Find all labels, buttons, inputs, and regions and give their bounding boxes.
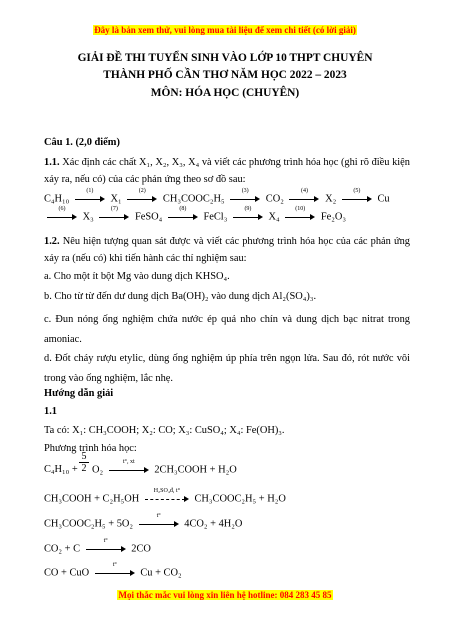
scheme-feso4: FeSO₄ [134, 211, 163, 223]
equation-1-right: 2CH₃COOH + H₂O [154, 464, 237, 476]
experiment-d: d. Đốt cháy rượu etylic, dùng ống nghiệm úp phía trên ngọn lửa. Sau đó, rót nước vôi trong vào ống nghiệm, lắc nhẹ. [44, 353, 410, 384]
scheme-fecl3: FeCl₃ [203, 211, 228, 223]
doc-title-line2: THÀNH PHỐ CẦN THƠ NĂM HỌC 2022 – 2023 [103, 69, 347, 81]
equation-5-left: CO + CuO [44, 567, 90, 579]
scheme-cu: Cu [377, 193, 390, 205]
arrow-4-icon: (4) [289, 193, 319, 205]
equation-5-arrow-icon: t° [95, 567, 135, 579]
equation-2-left: CH₃COOH + C₂H₅OH [44, 493, 140, 505]
equation-5-right: Cu + CO₂ [140, 567, 182, 579]
question-1-1-text: Xác định các chất X₁, X₂, X₃, X₄ và viết các phương trình hóa học (ghi rõ điều kiện xảy ra, nếu có) của các phản ứng theo sơ đồ sau: [44, 157, 410, 185]
equation-4-left: CO₂ + C [44, 543, 81, 555]
equation-4-right: 2CO [131, 543, 151, 555]
equation-3-right: 4CO₂ + 4H₂O [184, 518, 243, 530]
equation-4 [44, 538, 151, 555]
solution-heading: Hướng dẫn giải [44, 388, 114, 399]
equations-title: Phương trình hóa học: [44, 443, 137, 454]
equation-3 [44, 513, 243, 530]
equation-1-fraction: $\frac{5}{2}$ [79, 451, 89, 474]
equation-3-left: CH₃COOC₂H₅ + 5O₂ [44, 518, 134, 530]
equation-2-arrow-icon: H₂SO₄đ, t° [145, 493, 189, 505]
reaction-scheme-row1 [44, 188, 390, 205]
question-1-heading: Câu 1. (2,0 điểm) [44, 137, 120, 148]
equation-1-left: C₄H₁₀ + [44, 464, 78, 475]
question-1-2 [44, 233, 410, 267]
question-1-2-label: 1.2. [44, 236, 60, 247]
equation-4-arrow-icon: t° [86, 543, 126, 555]
arrow-8-icon: (8) [168, 211, 198, 223]
arrow-5-icon: (5) [342, 193, 372, 205]
doc-subject: MÔN: HÓA HỌC (CHUYÊN) [150, 87, 300, 99]
equation-5 [44, 562, 182, 579]
scheme-ester: CH₃COOC₂H₅ [162, 193, 225, 205]
arrow-2-icon: (2) [127, 193, 157, 205]
equation-1 [44, 464, 78, 475]
equation-1-right-part [92, 459, 237, 476]
scheme-c4h10: C₄H₁₀ [44, 193, 70, 205]
preview-banner [0, 25, 450, 35]
solution-section: 1.1 [44, 406, 57, 417]
scheme-co2: CO₂ [265, 193, 284, 205]
experiment-c: c. Đun nóng ống nghiệm chứa nước ép quả nho chín và dung dịch bạc nitrat trong amoniac. [44, 314, 410, 345]
doc-title-line1: GIẢI ĐỀ THI TUYỂN SINH VÀO LỚP 10 THPT CHUYÊN [77, 52, 373, 64]
arrow-1-icon: (1) [75, 193, 105, 205]
scheme-x3: X₃ [82, 211, 94, 223]
scheme-x2: X₂ [325, 193, 337, 205]
arrow-9-icon: (9) [233, 211, 263, 223]
arrow-3-icon: (3) [230, 193, 260, 205]
experiment-b: b. Cho từ từ đến dư dung dịch Ba(OH)₂ vào dung dịch Al₂(SO₄)₃. [44, 291, 317, 302]
equation-1-arrow-icon: t°, xt [109, 464, 149, 476]
hotline-banner-text: Mọi thắc mắc vui lòng xin liên hệ hotline: 084 283 45 85 [118, 590, 332, 600]
preview-banner-text: Đây là bản xem thử, vui lòng mua tài liệu để xem chi tiết (có lời giải) [94, 25, 356, 35]
experiment-a: a. Cho một ít bột Mg vào dung dịch KHSO₄. [44, 271, 230, 282]
equation-3-arrow-icon: t° [139, 518, 179, 530]
question-1-1 [44, 154, 410, 188]
reaction-scheme-row2 [44, 206, 347, 223]
equation-2-right: CH₃COOC₂H₅ + H₂O [194, 493, 286, 505]
arrow-10-icon: (10) [285, 211, 315, 223]
hotline-banner [0, 590, 450, 600]
equation-2 [44, 488, 286, 505]
question-1-2-text: Nêu hiện tượng quan sát được và viết các phương trình hóa học của các phản ứng xảy ra (nếu có) khi tiến hành các thí nghiệm sau: [44, 236, 410, 264]
scheme-fe2o3: Fe₂O₃ [320, 211, 347, 223]
arrow-7-icon: (7) [99, 211, 129, 223]
scheme-x4: X₄ [268, 211, 280, 223]
question-1-1-label: 1.1. [44, 157, 60, 168]
solution-answer: Ta có: X₁: CH₃COOH; X₂: CO; X₃: CuSO₄; X₄: Fe(OH)₃. [44, 425, 285, 436]
scheme-x1: X₁ [110, 193, 122, 205]
arrow-6-icon: (6) [47, 211, 77, 223]
equation-1-o2: O₂ [92, 464, 104, 476]
